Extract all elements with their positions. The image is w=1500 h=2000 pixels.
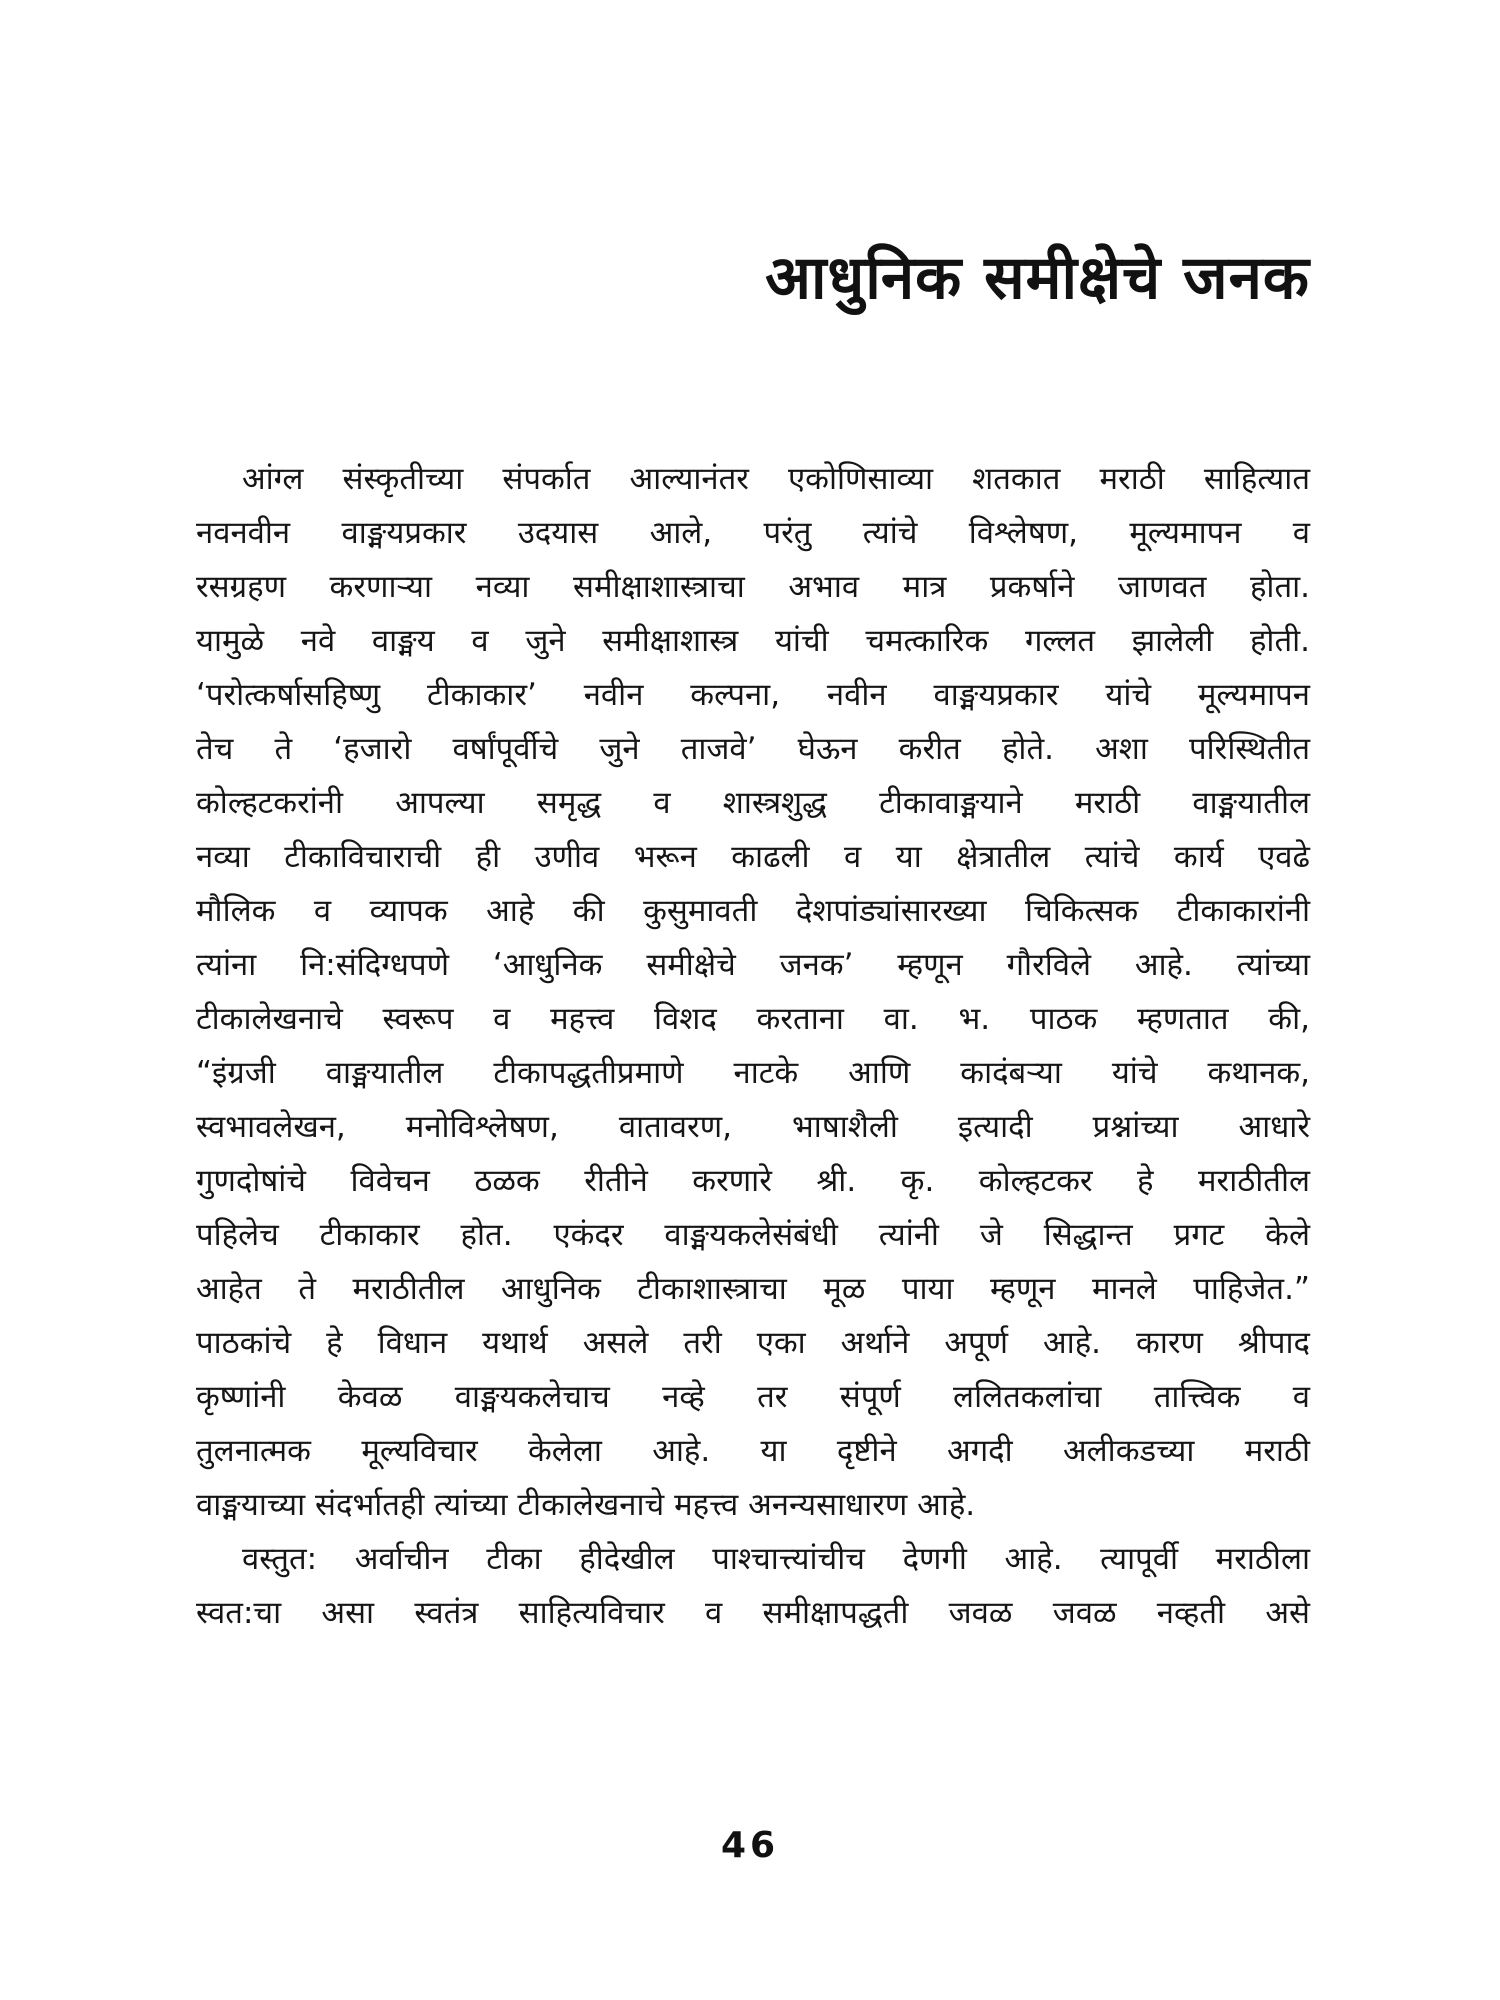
text-line: वाङ्मयाच्या संदर्भातही त्यांच्या टीकालेखनाचे महत्त्व अनन्यसाधारण आहे. — [196, 1487, 976, 1523]
chapter-title: आधुनिक समीक्षेचे जनक — [765, 243, 1310, 313]
text-line: टीकालेखनाचे स्वरूप व महत्त्व विशद करताना वा. भ. पाठक म्हणतात की, — [196, 1001, 1310, 1037]
body-text — [196, 452, 1310, 1640]
text-line: नवनवीन वाङ्मयप्रकार उदयास आले, परंतु त्यांचे विश्लेषण, मूल्यमापन व — [196, 515, 1310, 551]
text-line: ‘परोत्कर्षासहिष्णु टीकाकार’ नवीन कल्पना, नवीन वाङ्मयप्रकार यांचे मूल्यमापन — [196, 677, 1310, 713]
text-line: मौलिक व व्यापक आहे की कुसुमावती देशपांड्यांसारख्या चिकित्सक टीकाकारांनी — [196, 893, 1310, 929]
page-number: 46 — [720, 1825, 780, 1866]
text-line: कोल्हटकरांनी आपल्या समृद्ध व शास्त्रशुद्ध टीकावाङ्मयाने मराठी वाङ्मयातील — [196, 785, 1310, 821]
text-line: आंग्ल संस्कृतीच्या संपर्कात आल्यानंतर एकोणिसाव्या शतकात मराठी साहित्यात — [242, 461, 1310, 497]
text-line: तेच ते ‘हजारो वर्षांपूर्वीचे जुने ताजवे’ घेऊन करीत होते. अशा परिस्थितीत — [196, 731, 1310, 767]
text-line: नव्या टीकाविचाराची ही उणीव भरून काढली व या क्षेत्रातील त्यांचे कार्य एवढे — [196, 839, 1310, 875]
text-line: गुणदोषांचे विवेचन ठळक रीतीने करणारे श्री. कृ. कोल्हटकर हे मराठीतील — [196, 1163, 1310, 1199]
text-line: तुलनात्मक मूल्यविचार केलेला आहे. या दृष्टीने अगदी अलीकडच्या मराठी — [196, 1433, 1310, 1469]
text-line: पहिलेच टीकाकार होत. एकंदर वाङ्मयकलेसंबंधी त्यांनी जे सिद्धान्त प्रगट केले — [196, 1217, 1310, 1253]
text-line: पाठकांचे हे विधान यथार्थ असले तरी एका अर्थाने अपूर्ण आहे. कारण श्रीपाद — [196, 1325, 1310, 1361]
text-line: कृष्णांनी केवळ वाङ्मयकलेचाच नव्हे तर संपूर्ण ललितकलांचा तात्त्विक व — [196, 1379, 1310, 1415]
text-line: त्यांना नि:संदिग्धपणे ‘आधुनिक समीक्षेचे जनक’ म्हणून गौरविले आहे. त्यांच्या — [196, 947, 1310, 983]
text-line: यामुळे नवे वाङ्मय व जुने समीक्षाशास्त्र यांची चमत्कारिक गल्लत झालेली होती. — [196, 623, 1310, 659]
text-line: “इंग्रजी वाङ्मयातील टीकापद्धतीप्रमाणे नाटके आणि कादंबऱ्या यांचे कथानक, — [196, 1055, 1310, 1091]
text-line: स्वत:चा असा स्वतंत्र साहित्यविचार व समीक्षापद्धती जवळ जवळ नव्हती असे — [196, 1595, 1310, 1631]
text-line: रसग्रहण करणाऱ्या नव्या समीक्षाशास्त्राचा अभाव मात्र प्रकर्षाने जाणवत होता. — [196, 569, 1310, 605]
text-line: आहेत ते मराठीतील आधुनिक टीकाशास्त्राचा मूळ पाया म्हणून मानले पाहिजेत.” — [196, 1271, 1310, 1307]
text-line: स्वभावलेखन, मनोविश्लेषण, वातावरण, भाषाशैली इत्यादी प्रश्नांच्या आधारे — [196, 1109, 1310, 1145]
text-line: वस्तुत: अर्वाचीन टीका हीदेखील पाश्चात्त्यांचीच देणगी आहे. त्यापूर्वी मराठीला — [242, 1541, 1310, 1577]
